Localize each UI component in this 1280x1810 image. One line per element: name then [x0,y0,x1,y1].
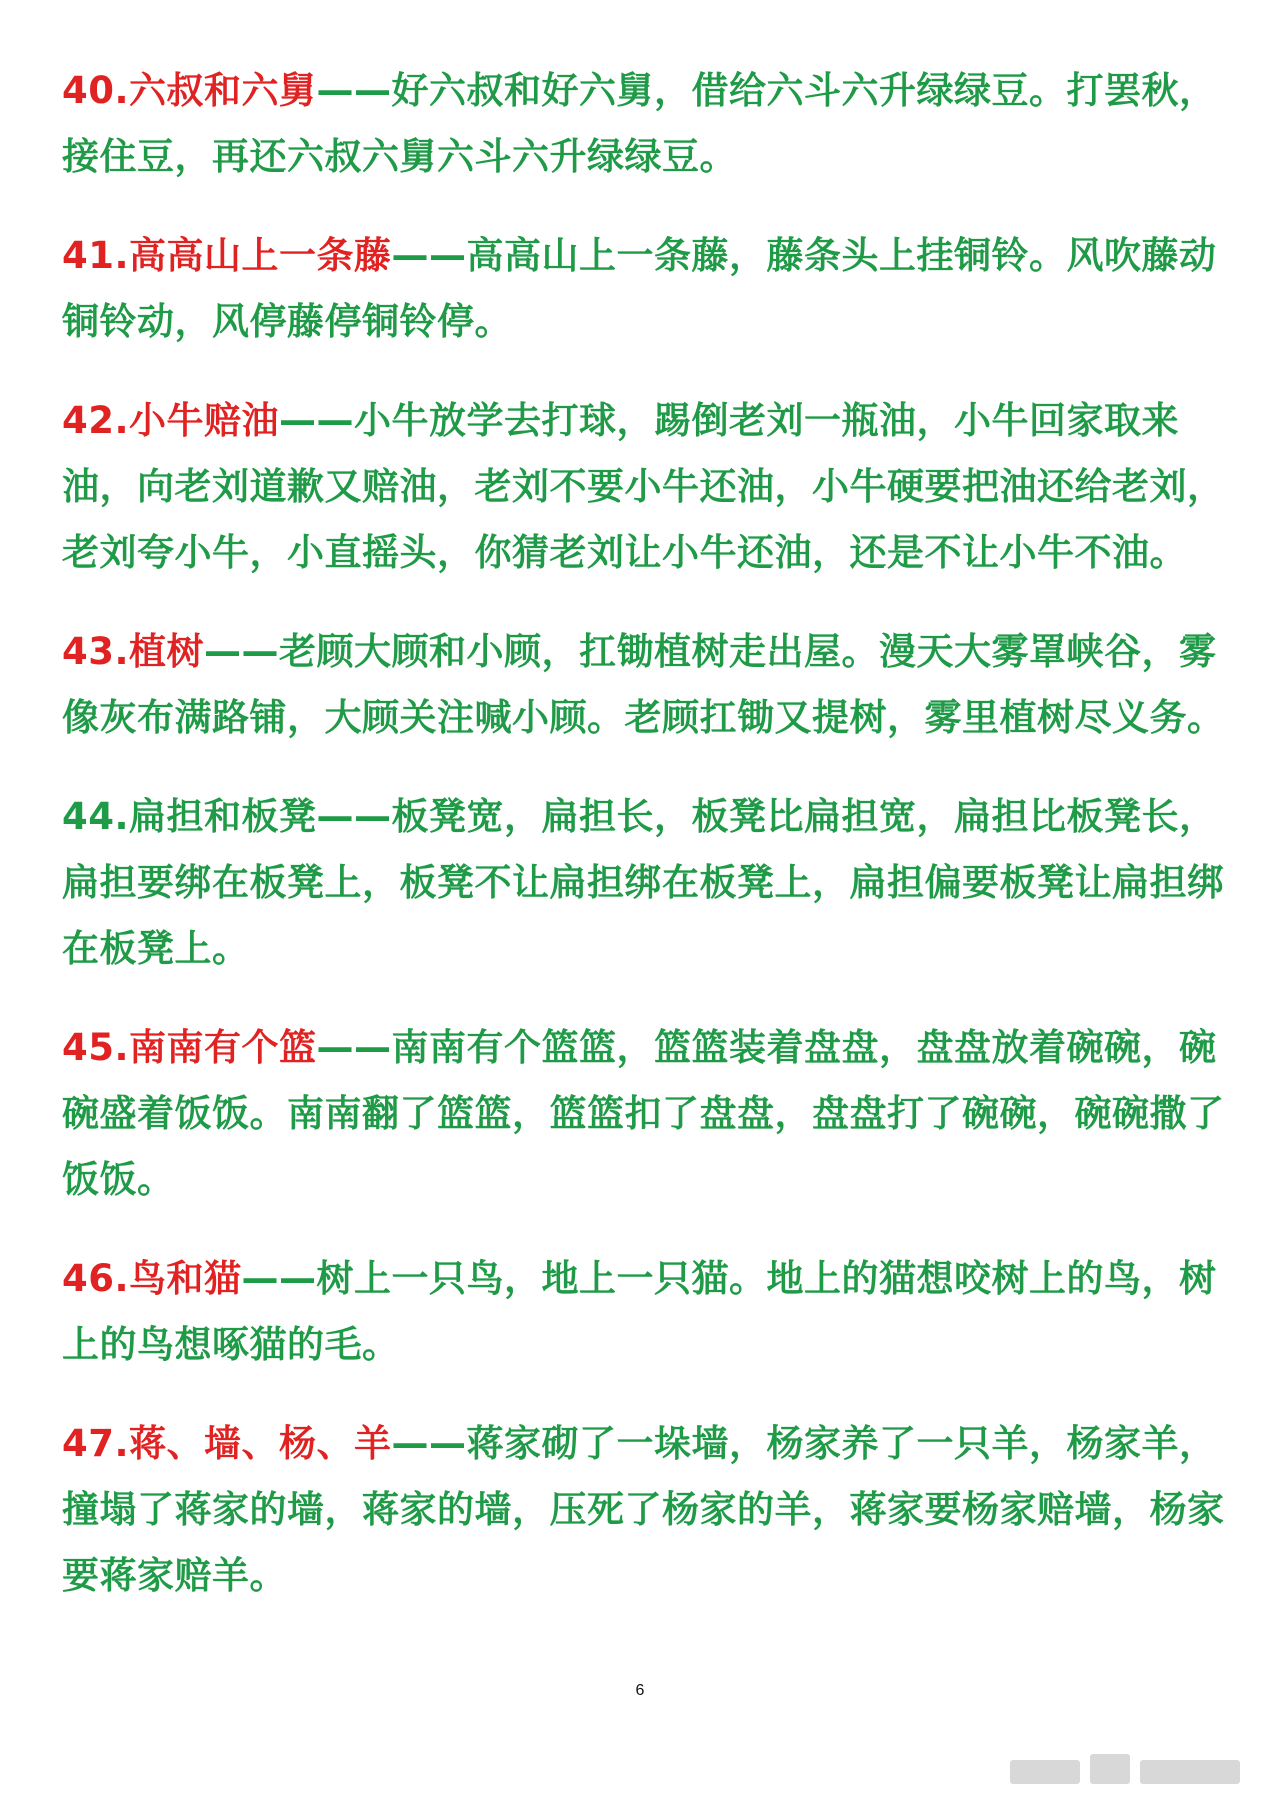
entry-dash: —— [391,234,467,277]
entry-41 [62,223,1232,355]
entry-title: 40.六叔和六舅 [62,69,317,112]
entry-dash: —— [204,630,280,673]
entry-dash: —— [279,399,355,442]
entry-44 [62,784,1232,982]
entry-body: 小牛放学去打球，踢倒老刘一瓶油，小牛回家取来油，向老刘道歉又赔油，老刘不要小牛还油，小牛硬要把油还给老刘，老刘夸小牛，小直摇头，你猜老刘让小牛还油，还是不让小牛不油。 [62,399,1225,574]
entry-body: 板凳宽，扁担长，板凳比扁担宽，扁担比板凳长，扁担要绑在板凳上，板凳不让扁担绑在板凳上，扁担偏要板凳让扁担绑在板凳上。 [62,795,1225,970]
entry-title: 46.鸟和猫 [62,1257,242,1300]
entry-40 [62,58,1232,190]
entry-body: 好六叔和好六舅，借给六斗六升绿绿豆。打罢秋，接住豆，再还六叔六舅六斗六升绿绿豆。 [62,69,1217,178]
entry-title: 47.蒋、墙、杨、羊 [62,1422,392,1465]
entry-47 [62,1411,1232,1609]
entry-body: 蒋家砌了一垛墙，杨家养了一只羊，杨家羊，撞塌了蒋家的墙，蒋家的墙，压死了杨家的羊，蒋家要杨家赔墙，杨家要蒋家赔羊。 [62,1422,1225,1597]
entry-title: 45.南南有个篮 [62,1026,317,1069]
entry-46 [62,1246,1232,1378]
entry-title: 42.小牛赔油 [62,399,280,442]
entry-title: 41.高高山上一条藤 [62,234,392,277]
watermark-graphic [1010,1748,1250,1788]
page-number: 6 [635,1682,645,1699]
entry-body: 南南有个篮篮，篮篮装着盘盘，盘盘放着碗碗，碗碗盛着饭饭。南南翻了篮篮，篮篮扣了盘盘，盘盘打了碗碗，碗碗撒了饭饭。 [62,1026,1225,1201]
entry-body: 老顾大顾和小顾，扛锄植树走出屋。漫天大雾罩峡谷，雾像灰布满路铺，大顾关注喊小顾。老顾扛锄又提树，雾里植树尽义务。 [62,630,1225,739]
entry-dash: —— [241,1257,317,1300]
entry-dash: —— [391,1422,467,1465]
entry-42 [62,388,1232,586]
entry-dash: —— [316,1026,392,1069]
tongue-twister-list [62,58,1232,1642]
entry-45 [62,1015,1232,1213]
entry-dash: —— [316,69,392,112]
entry-title: 44.扁担和板凳 [62,795,317,838]
entry-dash: —— [316,795,392,838]
entry-body: 高高山上一条藤，藤条头上挂铜铃。风吹藤动铜铃动，风停藤停铜铃停。 [62,234,1217,343]
entry-title: 43.植树 [62,630,205,673]
entry-body: 树上一只鸟，地上一只猫。地上的猫想咬树上的鸟，树上的鸟想啄猫的毛。 [62,1257,1217,1366]
entry-43 [62,619,1232,751]
